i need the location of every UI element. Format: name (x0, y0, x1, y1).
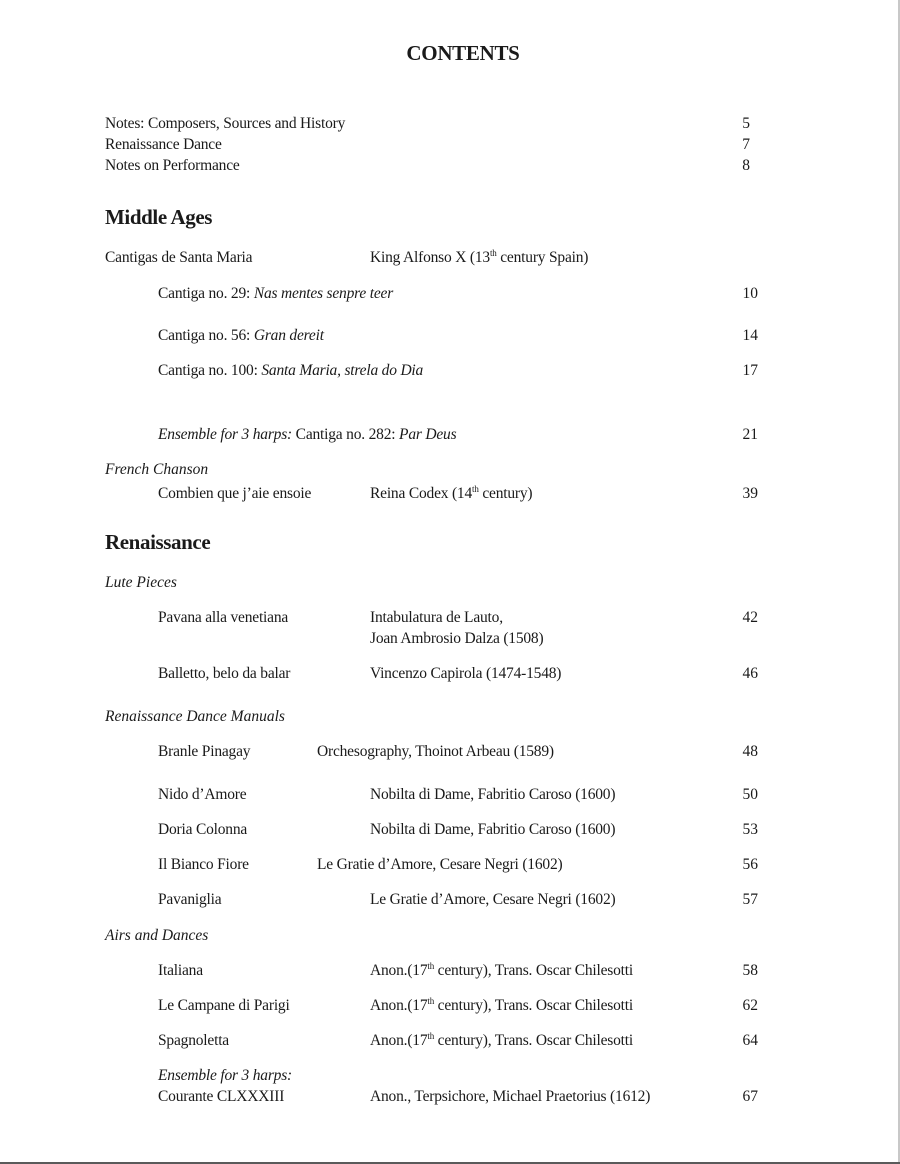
category-lute-pieces: Lute Pieces (105, 574, 177, 591)
air-title: Le Campane di Parigi (158, 997, 290, 1014)
cantiga-page: 14 (742, 327, 758, 344)
front-matter-item-label: Notes on Performance (105, 157, 240, 174)
category-french-chanson: French Chanson (105, 461, 209, 478)
dance-page: 53 (742, 821, 758, 838)
lute-source: Intabulatura de Lauto, (370, 609, 503, 626)
dance-page: 57 (742, 891, 758, 908)
chanson-title: Combien que j’aie ensoie (158, 485, 312, 502)
cantiga-entry: Cantiga no. 56: Gran dereit (158, 327, 324, 344)
lute-source-line2: Joan Ambrosio Dalza (1508) (370, 630, 544, 647)
lute-title: Pavana alla venetiana (158, 609, 289, 626)
airs-ensemble-page: 67 (742, 1088, 758, 1105)
airs-ensemble-label: Ensemble for 3 harps: (158, 1067, 292, 1084)
air-source: Anon.(17th century), Trans. Oscar Chilesotti (370, 995, 633, 1014)
ensemble-page: 21 (742, 426, 758, 443)
dance-page: 50 (742, 786, 758, 803)
air-page: 58 (742, 962, 758, 979)
lute-page: 46 (742, 665, 758, 682)
air-source: Anon.(17th century), Trans. Oscar Chilesotti (370, 1030, 633, 1049)
ensemble-entry: Ensemble for 3 harps: Cantiga no. 282: Par Deus (158, 426, 457, 443)
chanson-page: 39 (742, 485, 758, 502)
dance-source: Le Gratie d’Amore, Cesare Negri (1602) (370, 891, 616, 908)
page-title: CONTENTS (406, 41, 520, 65)
cantiga-entry: Cantiga no. 100: Santa Maria, strela do Dia (158, 362, 424, 379)
dance-title: Doria Colonna (158, 821, 248, 838)
cantiga-page: 10 (742, 285, 758, 302)
dance-source: Nobilta di Dame, Fabritio Caroso (1600) (370, 786, 616, 803)
dance-page: 48 (742, 743, 758, 760)
dance-title: Pavaniglia (158, 891, 222, 908)
section-heading-middle-ages: Middle Ages (105, 205, 213, 229)
cantigas-source: King Alfonso X (13th century Spain) (370, 247, 589, 266)
air-title: Italiana (158, 962, 203, 979)
airs-ensemble-source: Anon., Terpsichore, Michael Praetorius (1612) (370, 1088, 651, 1105)
dance-source: Nobilta di Dame, Fabritio Caroso (1600) (370, 821, 616, 838)
dance-source: Le Gratie d’Amore, Cesare Negri (1602) (317, 856, 563, 873)
airs-ensemble-title: Courante CLXXXIII (158, 1088, 285, 1105)
front-matter-item-label: Notes: Composers, Sources and History (105, 115, 346, 132)
category-airs-and-dances: Airs and Dances (105, 927, 209, 944)
cantigas-label: Cantigas de Santa Maria (105, 249, 253, 266)
front-matter-item-page: 7 (742, 136, 750, 153)
dance-title: Nido d’Amore (158, 786, 247, 803)
cantiga-page: 17 (742, 362, 758, 379)
section-heading-renaissance: Renaissance (105, 530, 211, 554)
front-matter-item-page: 8 (742, 157, 750, 174)
lute-page: 42 (742, 609, 758, 626)
air-title: Spagnoletta (158, 1032, 229, 1049)
dance-page: 56 (742, 856, 758, 873)
air-page: 62 (742, 997, 758, 1014)
air-source: Anon.(17th century), Trans. Oscar Chilesotti (370, 960, 633, 979)
cantiga-entry: Cantiga no. 29: Nas mentes senpre teer (158, 285, 394, 302)
dance-title: Il Bianco Fiore (158, 856, 249, 873)
front-matter-item-label: Renaissance Dance (105, 136, 222, 153)
lute-source: Vincenzo Capirola (1474-1548) (370, 665, 562, 682)
dance-title: Branle Pinagay (158, 743, 251, 760)
lute-title: Balletto, belo da balar (158, 665, 291, 682)
chanson-source: Reina Codex (14th century) (370, 483, 533, 502)
dance-source: Orchesography, Thoinot Arbeau (1589) (317, 743, 554, 760)
category-dance-manuals: Renaissance Dance Manuals (105, 708, 285, 725)
air-page: 64 (742, 1032, 758, 1049)
front-matter-item-page: 5 (742, 115, 750, 132)
